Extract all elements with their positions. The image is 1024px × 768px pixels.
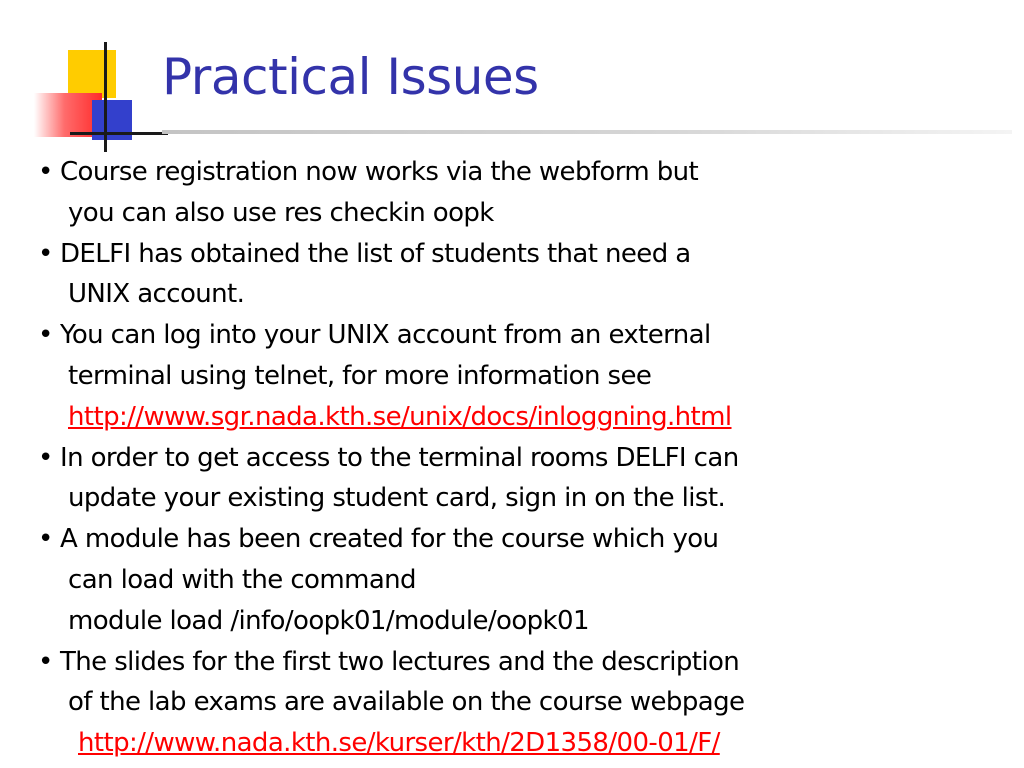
logo-horizontal-line [70,132,168,135]
bullet-continuation [38,682,1018,723]
bullet-text: In order to get access to the terminal rooms DELFI can [60,442,739,473]
bullet-marker: • [38,524,53,555]
bullet-text: can load with the command [68,564,416,595]
bullet-text: of the lab exams are available on the course webpage [68,687,745,718]
bullet-text: terminal using telnet, for more information see [68,360,652,391]
bullet-text: The slides for the first two lectures and the description [60,646,740,677]
slide-title: Practical Issues [162,48,539,106]
bullet-line [38,642,1018,683]
bullet-line [38,315,1018,356]
bullet-text: You can log into your UNIX account from an external [60,320,711,351]
bullet-text: you can also use res checkin oopk [68,197,494,228]
bullet-continuation [38,478,1018,519]
bullet-marker: • [38,442,53,473]
bullet-marker: • [38,157,53,187]
logo-vertical-line [104,42,107,152]
bullet-continuation [38,356,1018,397]
bullet-line [38,519,1018,560]
title-underline [162,130,1012,134]
bullet-text: DELFI has obtained the list of students that need a [60,238,691,269]
bullet-line [38,234,1018,275]
bullet-text: A module has been created for the course which you [60,524,719,555]
bullet-continuation [38,723,1018,764]
bullet-marker: • [38,238,53,269]
bullet-continuation [38,274,1018,315]
bullet-continuation [38,560,1018,601]
module-command: module load /info/oopk01/module/oopk01 [68,605,589,636]
slide-logo [32,38,162,158]
bullet-line [38,438,1018,479]
bullet-text: update your existing student card, sign in on the list. [68,483,726,514]
bullet-line [38,152,1018,193]
slide-body [38,152,1018,764]
bullet-continuation [38,193,1018,234]
bullet-continuation [38,397,1018,438]
course-webpage-link[interactable]: http://www.nada.kth.se/kurser/kth/2D1358/00-01/F/ [78,728,720,759]
bullet-marker: • [38,646,53,677]
logo-yellow-square [68,50,116,98]
bullet-text: Course registration now works via the webform but [60,157,699,187]
bullet-text: UNIX account. [68,279,245,310]
bullet-marker: • [38,320,53,351]
bullet-continuation [38,601,1018,642]
unix-docs-link[interactable]: http://www.sgr.nada.kth.se/unix/docs/inloggning.html [68,401,732,432]
